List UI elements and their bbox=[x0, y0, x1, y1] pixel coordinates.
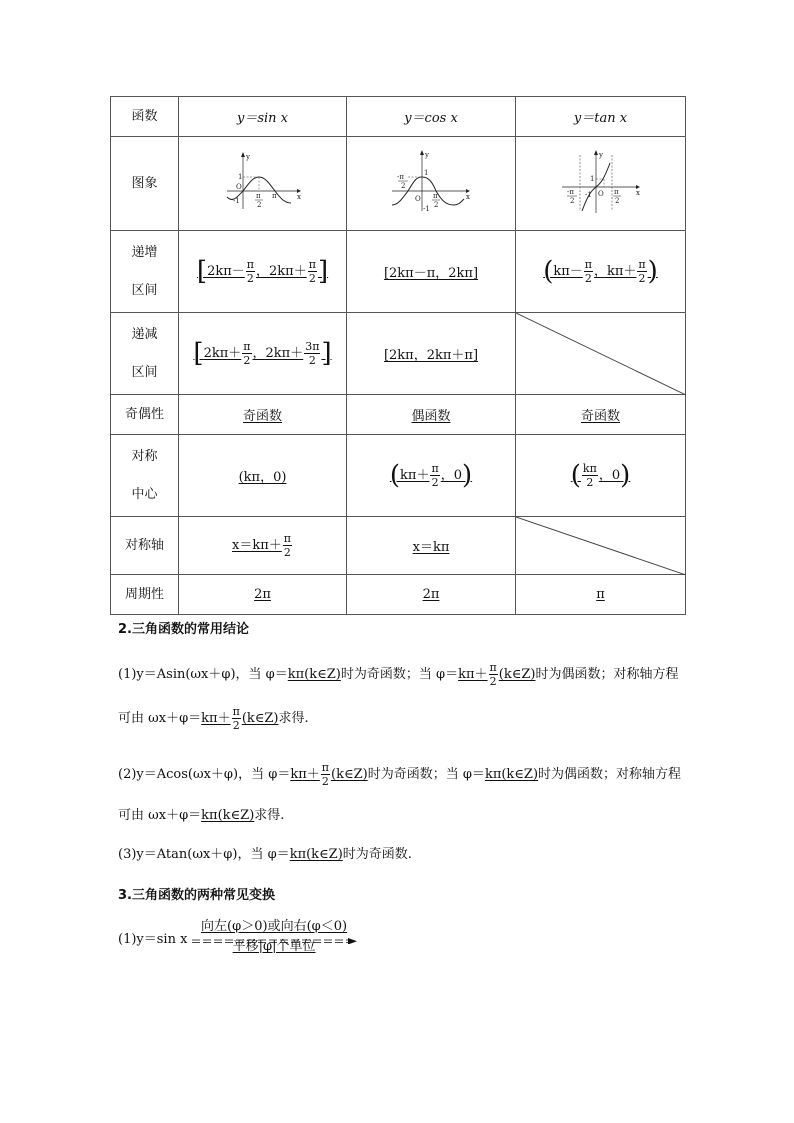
parity-label: 奇偶性 bbox=[111, 395, 179, 435]
cos-axis-text: x＝kπ bbox=[412, 540, 450, 555]
sin-graph bbox=[223, 151, 303, 213]
tan-decreasing-empty bbox=[516, 313, 686, 395]
text: 求得. bbox=[254, 808, 285, 823]
sin-inc-den2: 2 bbox=[308, 272, 316, 285]
text: 时为奇函数；当 φ＝ bbox=[367, 767, 485, 782]
tick-neg-pi-half-den: 2 bbox=[401, 181, 406, 190]
tick-neg-pi-half-num: -π bbox=[566, 187, 574, 196]
cos-center-num: π bbox=[431, 462, 439, 475]
cos-period-text: 2π bbox=[422, 587, 440, 602]
increasing-label-l2: 区间 bbox=[131, 282, 158, 298]
axis-y-label: y bbox=[245, 152, 250, 161]
decreasing-label-l1: 递减 bbox=[131, 326, 158, 342]
tick-pi-half-den: 2 bbox=[614, 196, 619, 205]
sin-graph-cell bbox=[179, 137, 347, 231]
frac-den: 2 bbox=[232, 719, 240, 732]
center-label bbox=[111, 435, 179, 517]
transform-arrow bbox=[192, 920, 357, 955]
axis-x-label: x bbox=[635, 188, 640, 197]
increasing-label-l1: 递增 bbox=[131, 244, 158, 260]
tan-center-num: kπ bbox=[582, 462, 597, 475]
cos-decreasing bbox=[347, 313, 516, 395]
sin-inc-b: ，2kπ＋ bbox=[256, 264, 307, 279]
tick-neg-pi-half-num: -π bbox=[397, 172, 404, 181]
tan-center-b: ，0 bbox=[598, 468, 621, 483]
sin-decreasing: [2kπ＋ $\frac{\pi}{2}$ ，2kπ＋ $\frac{3\pi}{2}$ ] bbox=[179, 313, 347, 395]
tick-one: 1 bbox=[424, 168, 429, 177]
table-row bbox=[111, 517, 686, 575]
tick-pi-half-num: π bbox=[433, 191, 438, 200]
sin-inc-num1: π bbox=[246, 258, 254, 271]
tan-axis-empty bbox=[516, 517, 686, 575]
answer: (k∈Z) bbox=[331, 767, 368, 782]
text: (1)y＝Asin(ωx＋φ)，当 φ＝ bbox=[118, 667, 288, 682]
origin-label: O bbox=[415, 194, 421, 203]
frac-den: 2 bbox=[321, 775, 329, 788]
tan-inc-den2: 2 bbox=[638, 272, 646, 285]
tan-parity bbox=[516, 395, 686, 435]
diagonal-line bbox=[516, 313, 686, 395]
tan-graph-cell bbox=[516, 137, 686, 231]
sin-axis bbox=[179, 517, 347, 575]
tan-increasing: (kπ－ $\frac{\pi}{2}$ ，kπ＋ $\frac{\pi}{2}$ ) bbox=[516, 231, 686, 313]
answer: kπ(k∈Z) bbox=[287, 667, 341, 682]
text: 时为奇函数. bbox=[342, 847, 412, 862]
decreasing-label-l2: 区间 bbox=[131, 364, 158, 380]
period-label: 周期性 bbox=[111, 575, 179, 615]
text: (3)y＝Atan(ωx＋φ)，当 φ＝ bbox=[118, 847, 290, 862]
cos-period bbox=[347, 575, 516, 615]
tan-center: ( $\frac{k\pi}{2}$ ，0) bbox=[516, 435, 686, 517]
sin-inc-num2: π bbox=[308, 258, 316, 271]
table-row bbox=[111, 137, 686, 231]
sin-dec-num2: 3π bbox=[305, 340, 320, 353]
sin-center bbox=[179, 435, 347, 517]
answer: kπ(k∈Z) bbox=[289, 847, 343, 862]
tick-one: 1 bbox=[589, 174, 594, 183]
text: 时为偶函数；对称轴方程 bbox=[535, 667, 679, 682]
tan-period bbox=[516, 575, 686, 615]
section-3-para-1 bbox=[118, 920, 357, 955]
sin-dec-a: 2kπ＋ bbox=[203, 346, 242, 361]
sin-axis-den: 2 bbox=[283, 546, 291, 559]
answer: kπ＋ bbox=[290, 767, 320, 782]
sin-inc-den1: 2 bbox=[246, 272, 254, 285]
sin-parity bbox=[179, 395, 347, 435]
frac-den: 2 bbox=[489, 675, 497, 688]
table-row bbox=[111, 97, 686, 137]
section-2-title: 2.三角函数的常用结论 bbox=[118, 622, 249, 637]
tan-center-den: 2 bbox=[586, 476, 594, 489]
answer: kπ(k∈Z) bbox=[201, 808, 255, 823]
tan-inc-b: ，kπ＋ bbox=[594, 264, 637, 279]
long-arrow-icon bbox=[192, 934, 357, 940]
cos-graph-cell bbox=[347, 137, 516, 231]
frac-num: π bbox=[489, 661, 497, 674]
center-label-l1: 对称 bbox=[131, 448, 158, 464]
tan-graph bbox=[558, 149, 644, 215]
tan-inc-num2: π bbox=[638, 258, 646, 271]
decreasing-label bbox=[111, 313, 179, 395]
text: 可由 ωx＋φ＝ bbox=[118, 711, 202, 726]
tick-neg-one: -1 bbox=[232, 196, 240, 205]
axis-x-label: x bbox=[466, 192, 470, 201]
tan-parity-text: 奇函数 bbox=[580, 409, 620, 424]
sin-dec-den2: 2 bbox=[308, 354, 316, 367]
axis-x-label: x bbox=[296, 192, 301, 201]
section-2-para-1b bbox=[118, 706, 309, 731]
sin-dec-den1: 2 bbox=[243, 354, 251, 367]
sin-increasing: [2kπ－ $\frac{\pi}{2}$ ，2kπ＋ $\frac{\pi}{2}$ ] bbox=[179, 231, 347, 313]
origin-label: O bbox=[235, 182, 242, 191]
cos-graph bbox=[388, 149, 474, 215]
tick-pi: π bbox=[271, 191, 277, 200]
tick-pi-half-num: π bbox=[613, 187, 619, 196]
sin-axis-a: x＝kπ＋ bbox=[232, 538, 282, 553]
cos-parity-text: 偶函数 bbox=[411, 409, 451, 424]
header-label: 函数 bbox=[111, 97, 179, 137]
tick-pi-half-den: 2 bbox=[434, 200, 439, 209]
text: (2)y＝Acos(ωx＋φ)，当 φ＝ bbox=[118, 767, 291, 782]
table-row bbox=[111, 395, 686, 435]
text: 时为奇函数；当 φ＝ bbox=[340, 667, 459, 682]
sin-axis-num: π bbox=[283, 532, 291, 545]
tan-inc-a: kπ－ bbox=[553, 264, 583, 279]
tan-period-text: π bbox=[596, 587, 605, 602]
text: 求得. bbox=[278, 711, 309, 726]
table-row bbox=[111, 231, 686, 313]
center-label-l2: 中心 bbox=[131, 486, 158, 502]
tick-one: 1 bbox=[237, 172, 242, 181]
graph-label: 图象 bbox=[111, 137, 179, 231]
section-3-title: 3.三角函数的两种常见变换 bbox=[118, 888, 275, 903]
cos-center-b: ，0 bbox=[440, 468, 462, 483]
text: 可由 ωx＋φ＝ bbox=[118, 808, 202, 823]
increasing-label bbox=[111, 231, 179, 313]
answer: (k∈Z) bbox=[241, 711, 279, 726]
origin-label: O bbox=[597, 189, 604, 198]
trig-properties-table bbox=[110, 96, 686, 615]
sin-center-text: (kπ，0) bbox=[238, 470, 287, 485]
tick-pi-half-num: π bbox=[255, 191, 261, 200]
section-2-para-2b bbox=[118, 804, 284, 823]
tick-pi-half-den: 2 bbox=[256, 200, 261, 209]
cos-inc-text: [2kπ－π，2kπ] bbox=[383, 266, 479, 281]
section-2-para-3 bbox=[118, 843, 412, 862]
cos-axis bbox=[347, 517, 516, 575]
tick-neg-one: -1 bbox=[584, 190, 592, 199]
sin-period bbox=[179, 575, 347, 615]
cos-increasing bbox=[347, 231, 516, 313]
sin-dec-num1: π bbox=[243, 340, 251, 353]
header-cos: y＝cos x bbox=[347, 97, 516, 137]
diagonal-line bbox=[516, 517, 686, 575]
answer: kπ(k∈Z) bbox=[484, 767, 539, 782]
frac-num: π bbox=[232, 705, 240, 718]
axis-label: 对称轴 bbox=[111, 517, 179, 575]
section-2-para-1 bbox=[118, 662, 678, 687]
sin-dec-b: ，2kπ＋ bbox=[252, 346, 304, 361]
answer: kπ＋ bbox=[201, 711, 231, 726]
text: 时为偶函数；对称轴方程 bbox=[538, 767, 682, 782]
answer: (k∈Z) bbox=[498, 667, 536, 682]
cos-dec-text: [2kπ，2kπ＋π] bbox=[383, 348, 479, 363]
cos-center: (kπ＋ $\frac{\pi}{2}$ ，0) bbox=[347, 435, 516, 517]
table-row bbox=[111, 313, 686, 395]
axis-y-label: y bbox=[425, 150, 429, 159]
sin-inc-a: 2kπ－ bbox=[207, 264, 245, 279]
text: (1)y＝sin x bbox=[118, 931, 188, 947]
tan-inc-den1: 2 bbox=[584, 272, 592, 285]
answer: kπ＋ bbox=[458, 667, 488, 682]
frac-num: π bbox=[321, 761, 329, 774]
tan-inc-num1: π bbox=[584, 258, 592, 271]
arrow-top-label: 向左(φ＞0)或向右(φ＜0) bbox=[201, 919, 348, 934]
sin-parity-text: 奇函数 bbox=[242, 409, 282, 424]
cos-center-a: kπ＋ bbox=[400, 468, 430, 483]
arrow-bottom-label: 平移|φ|个单位 bbox=[232, 939, 316, 955]
table-row bbox=[111, 575, 686, 615]
header-sin: y＝sin x bbox=[179, 97, 347, 137]
section-2-para-2 bbox=[118, 762, 681, 787]
cos-parity bbox=[347, 395, 516, 435]
sin-period-text: 2π bbox=[254, 587, 271, 602]
tick-neg-one: -1 bbox=[423, 204, 430, 213]
tick-neg-pi-half-den: 2 bbox=[569, 196, 574, 205]
header-tan: y＝tan x bbox=[516, 97, 686, 137]
axis-y-label: y bbox=[598, 150, 603, 159]
table-row bbox=[111, 435, 686, 517]
cos-center-den: 2 bbox=[431, 476, 439, 489]
